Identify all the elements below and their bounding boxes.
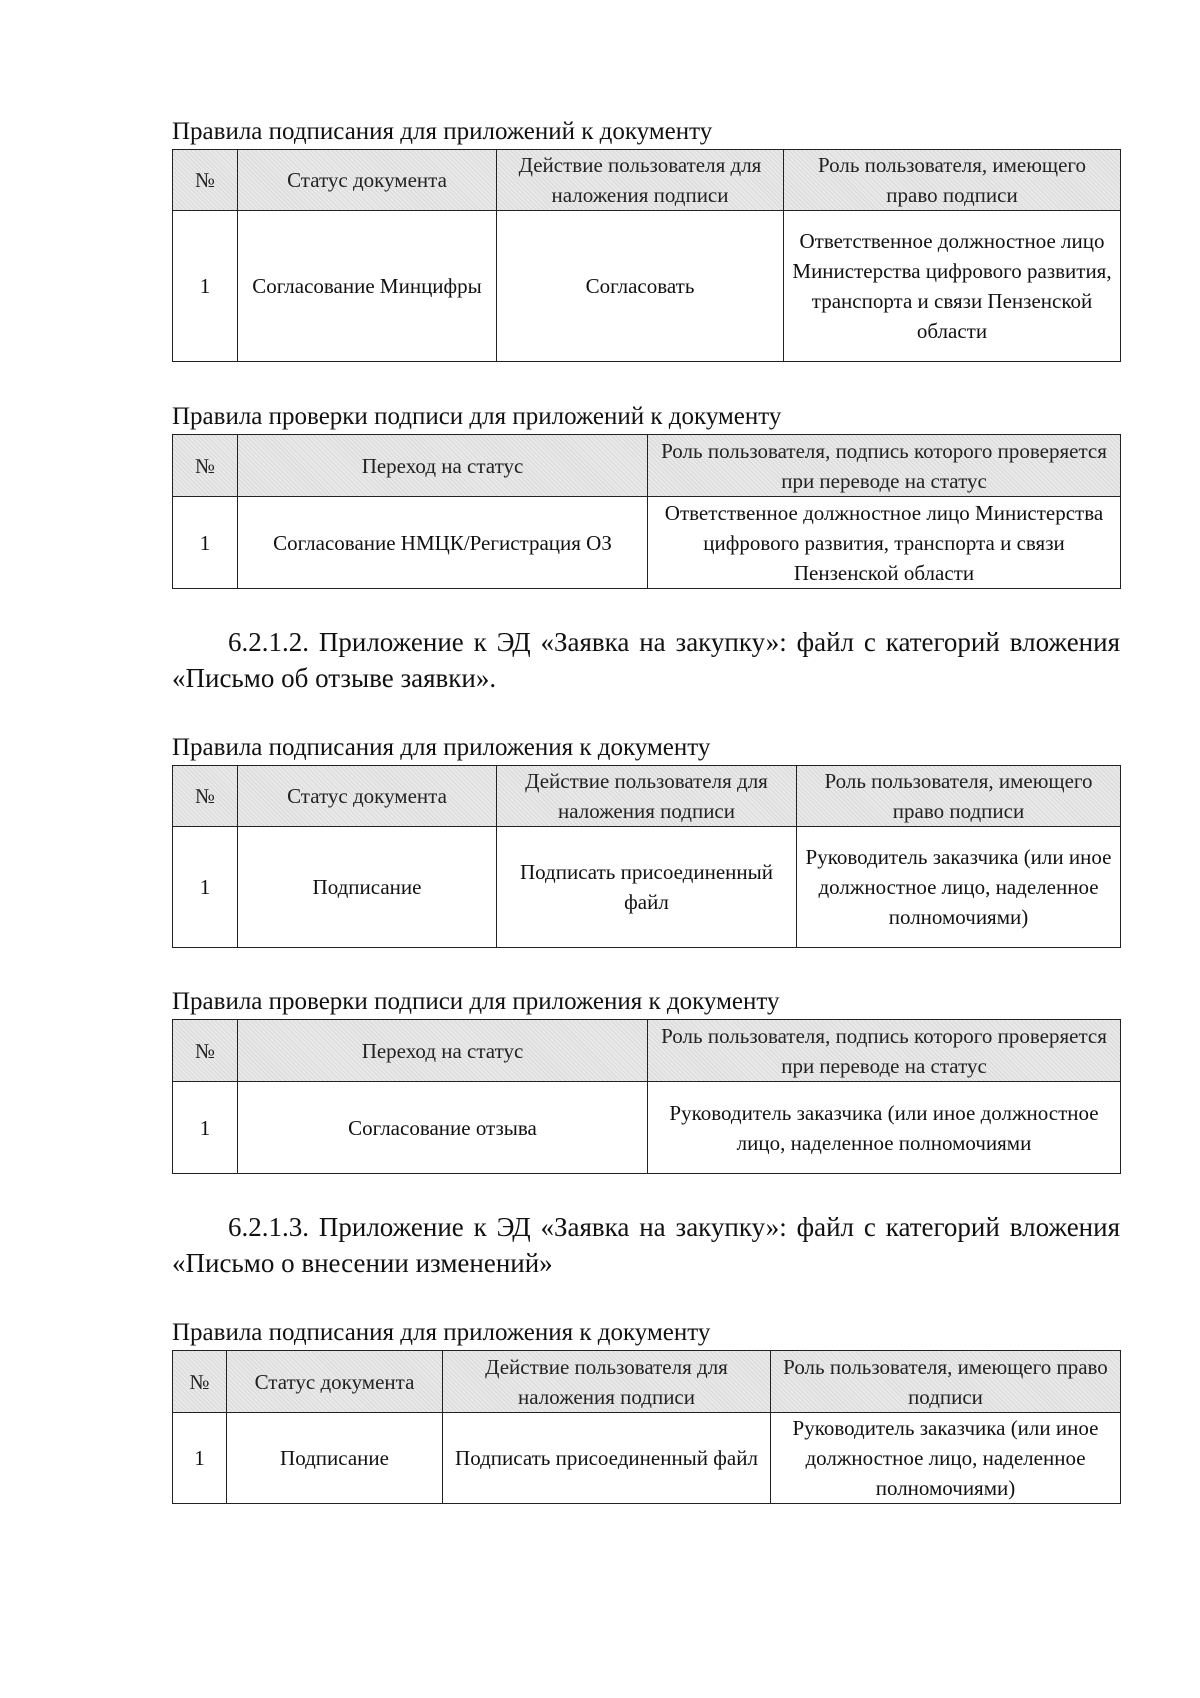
signing-rules-table [172,765,1121,948]
signing-rules-block-3 [172,1318,1120,1504]
table-row [173,827,1121,948]
signing-rules-block-1 [172,117,1120,362]
cell-user-role: Руководитель заказчика (или иное должностное лицо, наделенное полномочиями) [771,1413,1121,1504]
signing-rules-table [172,1350,1121,1504]
table-header-row [173,1020,1121,1082]
signing-rules-table [172,149,1121,362]
cell-number: 1 [173,1413,227,1504]
table-row [173,1413,1121,1504]
header-user-role: Роль пользователя, имеющего право подписи [771,1351,1121,1413]
header-user-action: Действие пользователя для наложения подписи [443,1351,771,1413]
cell-user-action: Подписать присоединенный файл [443,1413,771,1504]
cell-transition-status: Согласование отзыва [238,1082,648,1174]
header-number: № [173,766,238,827]
paragraph-text: 6.2.1.2. Приложение к ЭД «Заявка на закупку»: файл с категорий вложения «Письмо об отзыве заявки». [172,627,1120,693]
table-caption: Правила подписания для приложения к документу [172,734,711,761]
paragraph-text: 6.2.1.3. Приложение к ЭД «Заявка на закупку»: файл с категорий вложения «Письмо о внесении изменений» [172,1212,1120,1278]
header-user-role: Роль пользователя, имеющего право подписи [797,766,1121,827]
header-user-role: Роль пользователя, имеющего право подписи [784,150,1121,211]
cell-number: 1 [173,827,238,948]
table-row [173,1082,1121,1174]
cell-number: 1 [173,1082,238,1174]
header-transition-status: Переход на статус [238,435,648,497]
cell-user-action: Подписать присоединенный файл [497,827,797,948]
header-document-status: Статус документа [238,150,497,211]
signature-check-block-1 [172,402,1120,589]
cell-checked-role: Ответственное должностное лицо Министерства цифрового развития, транспорта и связи Пензенской области [648,497,1121,589]
header-document-status: Статус документа [227,1351,443,1413]
cell-user-role: Руководитель заказчика (или иное должностное лицо, наделенное полномочиями) [797,827,1121,948]
table-caption: Правила проверки подписи для приложений к документу [172,403,782,430]
table-header-row [173,766,1121,827]
signature-check-table [172,1019,1121,1174]
table-caption: Правила проверки подписи для приложения к документу [172,988,780,1015]
table-row [173,211,1121,362]
header-number: № [173,150,238,211]
header-checked-role: Роль пользователя, подпись которого проверяется при переводе на статус [648,435,1121,497]
header-number: № [173,1020,238,1082]
cell-transition-status: Согласование НМЦК/Регистрация ОЗ [238,497,648,589]
signature-check-block-2 [172,987,1120,1174]
cell-document-status: Согласование Минцифры [238,211,497,362]
cell-document-status: Подписание [227,1413,443,1504]
header-document-status: Статус документа [238,766,497,827]
cell-user-role: Ответственное должностное лицо Министерства цифрового развития, транспорта и связи Пензенской области [784,211,1121,362]
table-caption: Правила подписания для приложений к документу [172,118,713,145]
header-checked-role: Роль пользователя, подпись которого проверяется при переводе на статус [648,1020,1121,1082]
header-number: № [173,435,238,497]
header-user-action: Действие пользователя для наложения подписи [497,150,784,211]
cell-checked-role: Руководитель заказчика (или иное должностное лицо, наделенное полномочиями [648,1082,1121,1174]
cell-document-status: Подписание [238,827,497,948]
cell-number: 1 [173,211,238,362]
cell-user-action: Согласовать [497,211,784,362]
section-paragraph-6-2-1-2 [172,624,1120,696]
header-transition-status: Переход на статус [238,1020,648,1082]
table-row [173,497,1121,589]
header-user-action: Действие пользователя для наложения подписи [497,766,797,827]
table-header-row [173,1351,1121,1413]
signing-rules-block-2 [172,733,1120,948]
signature-check-table [172,434,1121,589]
table-header-row [173,150,1121,211]
table-caption: Правила подписания для приложения к документу [172,1319,711,1346]
table-header-row [173,435,1121,497]
section-paragraph-6-2-1-3 [172,1209,1120,1281]
cell-number: 1 [173,497,238,589]
header-number: № [173,1351,227,1413]
